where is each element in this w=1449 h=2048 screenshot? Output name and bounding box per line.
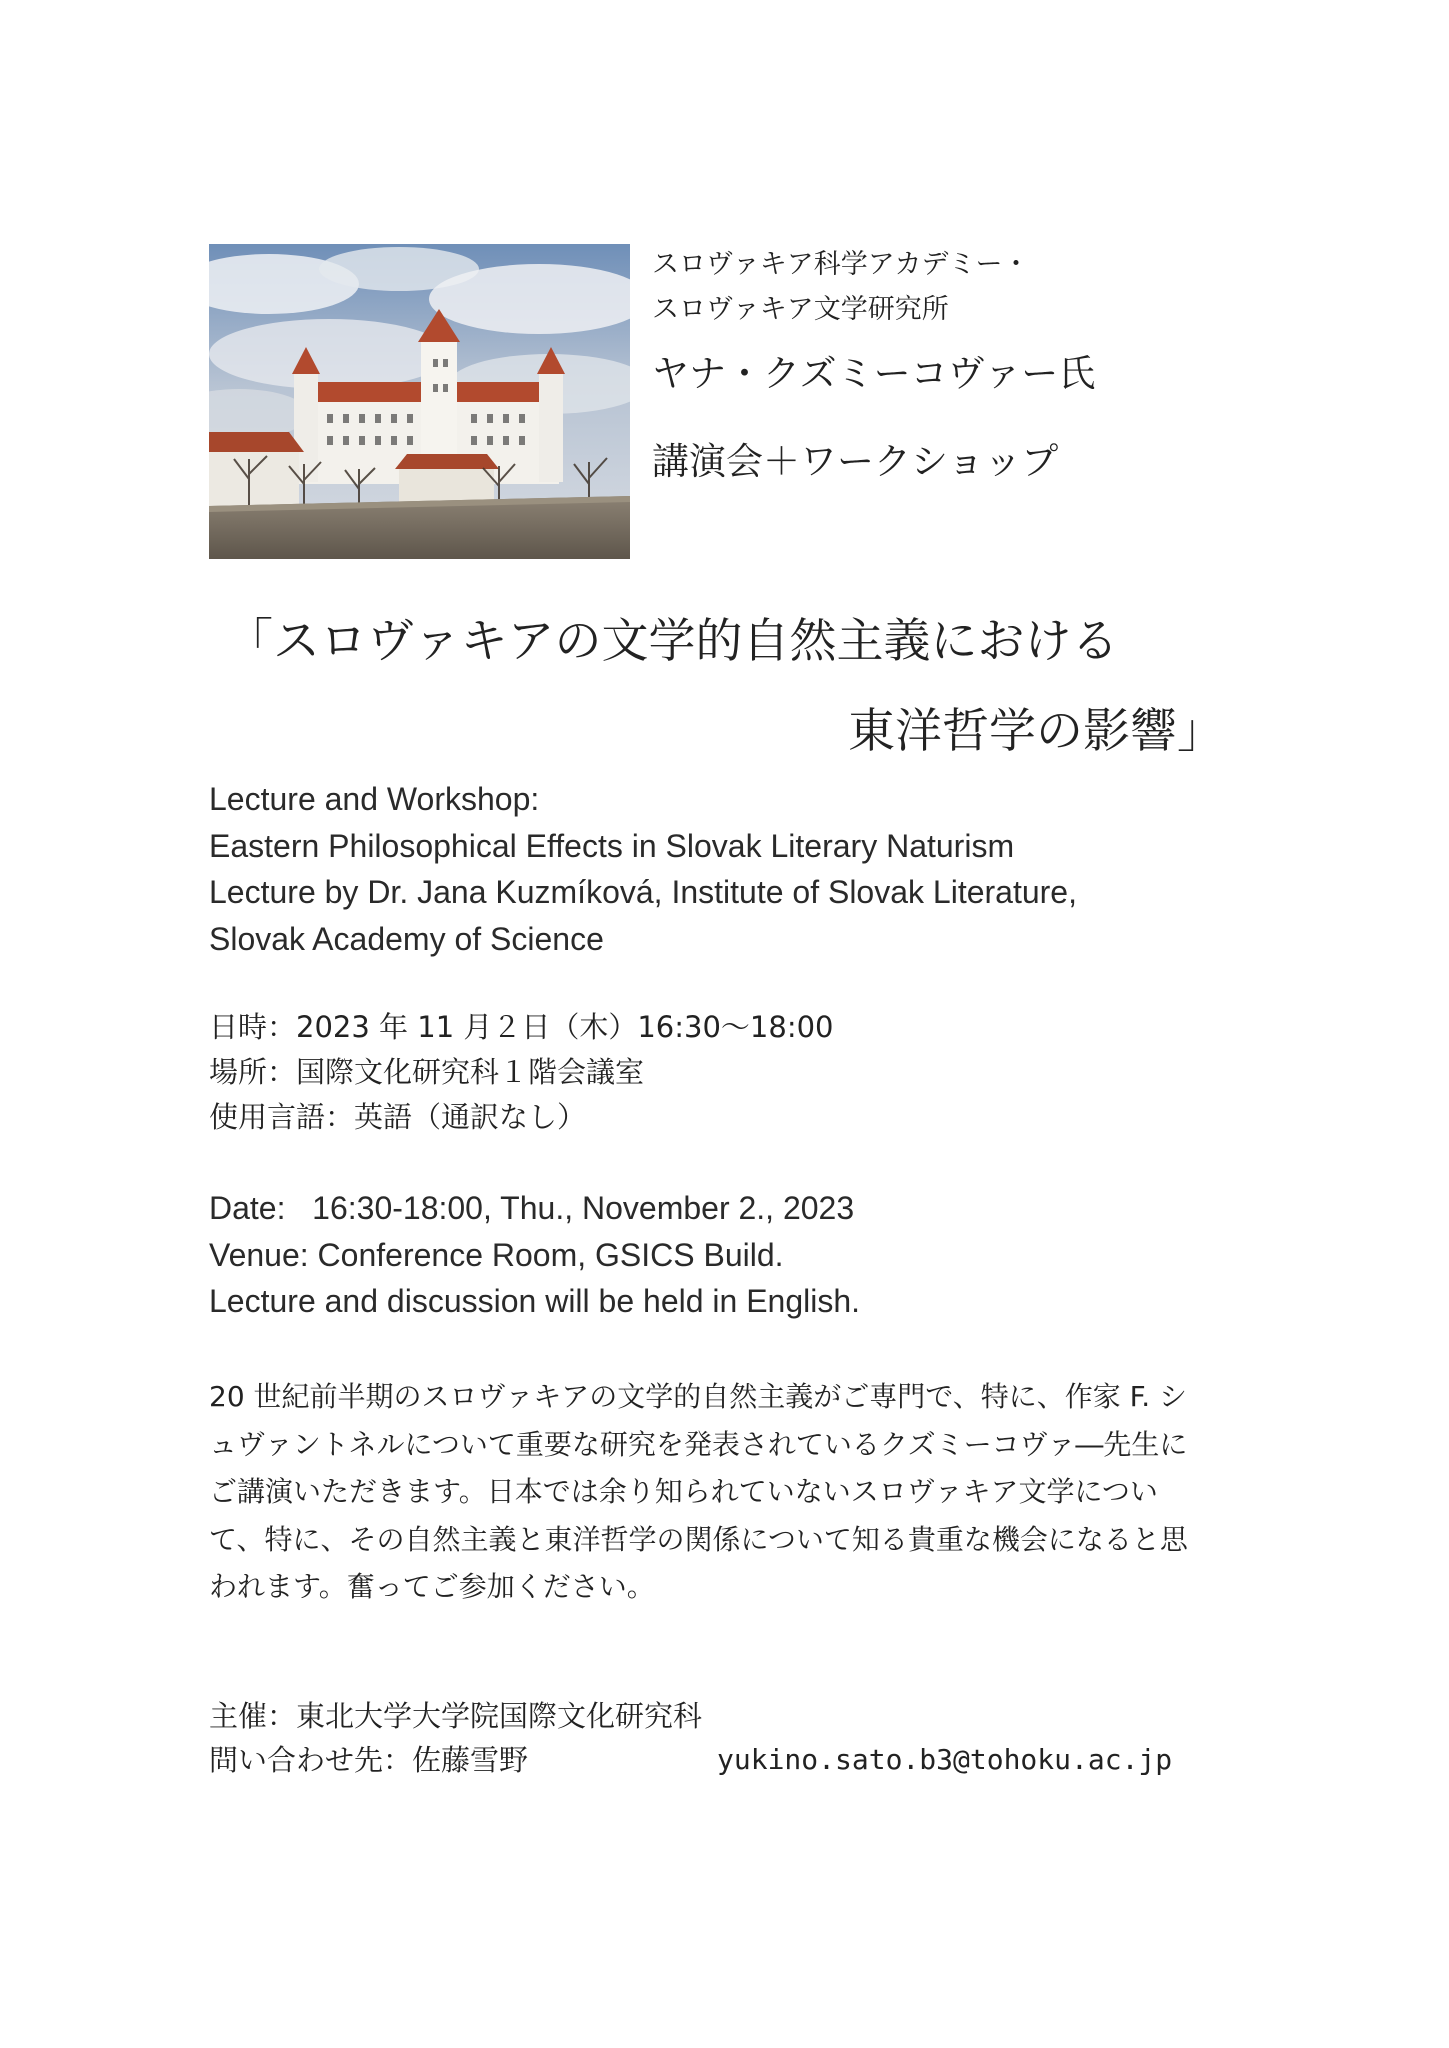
date-en: Date: 16:30-18:00, Thu., November 2., 2023 xyxy=(209,1190,855,1226)
english-details xyxy=(209,1185,860,1325)
language-en: Lecture and discussion will be held in English. xyxy=(209,1283,861,1319)
english-intro-line: Eastern Philosophical Effects in Slovak Literary Naturism xyxy=(209,827,1015,864)
contact-email[interactable]: yukino.sato.b3@tohoku.ac.jp xyxy=(717,1743,1173,1776)
contact-person: 問い合わせ先：佐藤雪野 xyxy=(209,1743,529,1777)
organization-line-2: スロヴァキア文学研究所 xyxy=(652,294,949,325)
description-paragraph xyxy=(209,1373,1188,1611)
venue-jp: 場所：国際文化研究科１階会議室 xyxy=(209,1055,645,1089)
english-intro-line: Lecture and Workshop: xyxy=(209,781,540,817)
event-type: 講演会＋ワークショップ xyxy=(652,440,1059,483)
lecture-title-line-1: 「スロヴァキアの文学的自然主義における xyxy=(226,614,1119,669)
date-time-jp: 日時：2023 年 11 月２日（木）16:30～18:00 xyxy=(209,1010,834,1044)
organizer: 主催：東北大学大学院国際文化研究科 xyxy=(209,1699,703,1733)
english-intro-line: Slovak Academy of Science xyxy=(209,920,604,957)
speaker-name: ヤナ・クズミーコヴァー氏 xyxy=(652,352,1096,395)
english-intro-line: Lecture by Dr. Jana Kuzmíková, Institute of Slovak Literature, xyxy=(209,874,1077,910)
lecture-title-line-2: 東洋哲学の影響」 xyxy=(848,704,1224,759)
description-line: て、特に、その自然主義と東洋哲学の関係について知る貴重な機会になると思 xyxy=(209,1522,1188,1556)
venue-en: Venue: Conference Room, GSICS Build. xyxy=(209,1236,784,1273)
description-line: 20 世紀前半期のスロヴァキアの文学的自然主義がご専門で、特に、作家 F. シ xyxy=(209,1380,1188,1413)
japanese-details xyxy=(209,1005,834,1140)
description-line: われます。奮ってご参加ください。 xyxy=(209,1570,655,1603)
organization-line-1: スロヴァキア科学アカデミー・ xyxy=(652,249,1030,280)
description-line: ュヴァントネルについて重要な研究を発表されているクズミーコヴァ―先生に xyxy=(209,1427,1188,1461)
castle-photo xyxy=(209,244,630,559)
language-jp: 使用言語：英語（通訳なし） xyxy=(209,1100,587,1134)
description-line: ご講演いただきます。日本では余り知られていないスロヴァキア文学につい xyxy=(209,1475,1158,1508)
english-intro xyxy=(209,776,1077,962)
